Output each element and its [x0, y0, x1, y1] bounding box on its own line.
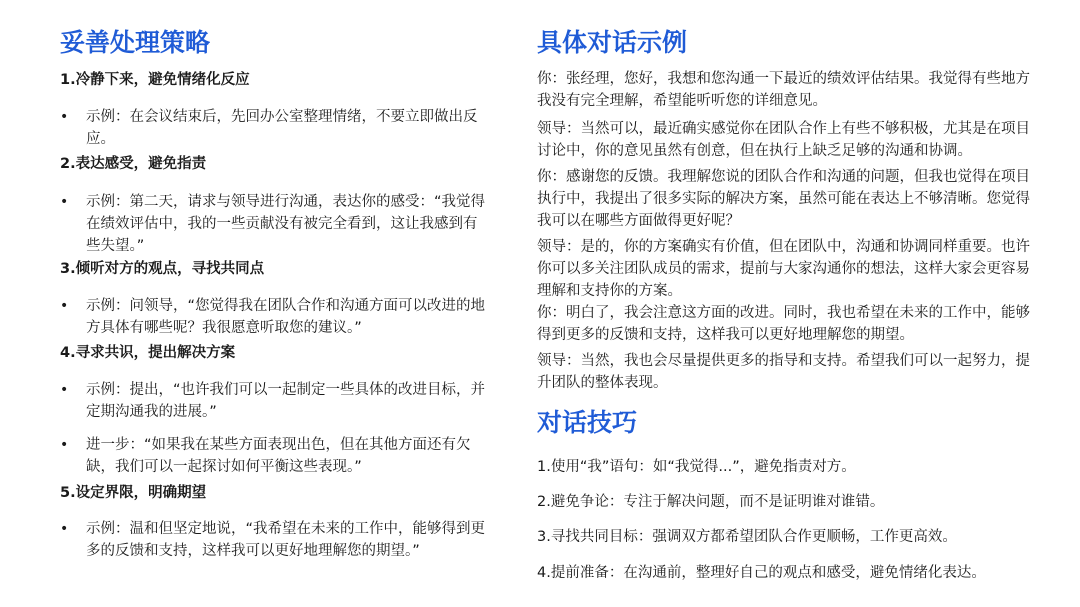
section-heading-2: 2.表达感受，避免指责	[60, 156, 207, 172]
bullet-text: 示例：温和但坚定地说，“我希望在未来的工作中，能够得到更多的反馈和支持，这样我可以更好地理解您的期望。”	[86, 521, 486, 559]
section-4-bullet-2	[60, 434, 485, 478]
section-heading-1: 1.冷静下来，避免情绪化反应	[60, 72, 250, 88]
section-heading-5: 5.设定界限，明确期望	[60, 485, 207, 501]
strategy-title: 妥善处理策略	[60, 28, 211, 57]
tip-1: 1.使用“我”语句：如“我觉得...”，避免指责对方。	[537, 459, 856, 475]
dialogue-title: 具体对话示例	[537, 28, 688, 57]
bullet-dot-icon: •	[60, 437, 69, 453]
dialogue-line-2: 领导：当然可以，最近确实感觉你在团队合作上有些不够积极，尤其是在项目讨论中，你的意见虽然有创意，但在执行上缺乏足够的沟通和协调。	[537, 121, 1030, 159]
bullet-text: 示例：提出，“也许我们可以一起制定一些具体的改进目标，并定期沟通我的进展。”	[86, 382, 486, 420]
tips-title: 对话技巧	[537, 408, 638, 437]
section-4-bullet-1	[60, 379, 485, 423]
section-heading-3: 3.倾听对方的观点，寻找共同点	[60, 261, 265, 277]
bullet-dot-icon: •	[60, 521, 69, 537]
section-3-bullet-1	[60, 295, 490, 339]
dialogue-line-1: 你：张经理，您好，我想和您沟通一下最近的绩效评估结果。我觉得有些地方我没有完全理解，希望能听听您的详细意见。	[537, 71, 1030, 109]
bullet-dot-icon: •	[60, 194, 69, 210]
bullet-text: 示例：在会议结束后，先回办公室整理情绪，不要立即做出反应。	[86, 109, 478, 147]
bullet-dot-icon: •	[60, 298, 69, 314]
bullet-text: 进一步：“如果我在某些方面表现出色，但在其他方面还有欠缺，我们可以一起探讨如何平衡这些表现。”	[86, 437, 471, 475]
dialogue-line-5: 你：明白了，我会注意这方面的改进。同时，我也希望在未来的工作中，能够得到更多的反馈和支持，这样我可以更好地理解您的期望。	[537, 305, 1030, 343]
tip-4: 4.提前准备：在沟通前，整理好自己的观点和感受，避免情绪化表达。	[537, 565, 986, 581]
section-5-bullet-1	[60, 518, 485, 562]
dialogue-line-3: 你：感谢您的反馈。我理解您说的团队合作和沟通的问题，但我也觉得在项目执行中，我提出了很多实际的解决方案，虽然可能在表达上不够清晰。您觉得我可以在哪些方面做得更好呢？	[537, 169, 1030, 229]
section-heading-4: 4.寻求共识，提出解决方案	[60, 345, 236, 361]
tip-3: 3.寻找共同目标：强调双方都希望团队合作更顺畅，工作更高效。	[537, 529, 957, 545]
bullet-dot-icon: •	[60, 109, 69, 125]
bullet-text: 示例：第二天，请求与领导进行沟通，表达你的感受：“我觉得在绩效评估中，我的一些贡献没有被完全看到，这让我感到有些失望。”	[86, 194, 486, 254]
section-2-bullet-1	[60, 191, 485, 257]
bullet-dot-icon: •	[60, 382, 69, 398]
section-1-bullet-1	[60, 106, 485, 150]
bullet-text: 示例：问领导，“您觉得我在团队合作和沟通方面可以改进的地方具体有哪些呢？我很愿意听取您的建议。”	[86, 298, 486, 336]
dialogue-line-4: 领导：是的，你的方案确实有价值，但在团队中，沟通和协调同样重要。也许你可以多关注团队成员的需求，提前与大家沟通你的想法，这样大家会更容易理解和支持你的方案。	[537, 239, 1030, 299]
dialogue-line-6: 领导：当然，我也会尽量提供更多的指导和支持。希望我们可以一起努力，提升团队的整体表现。	[537, 353, 1030, 391]
tip-2: 2.避免争论：专注于解决问题，而不是证明谁对谁错。	[537, 494, 885, 510]
